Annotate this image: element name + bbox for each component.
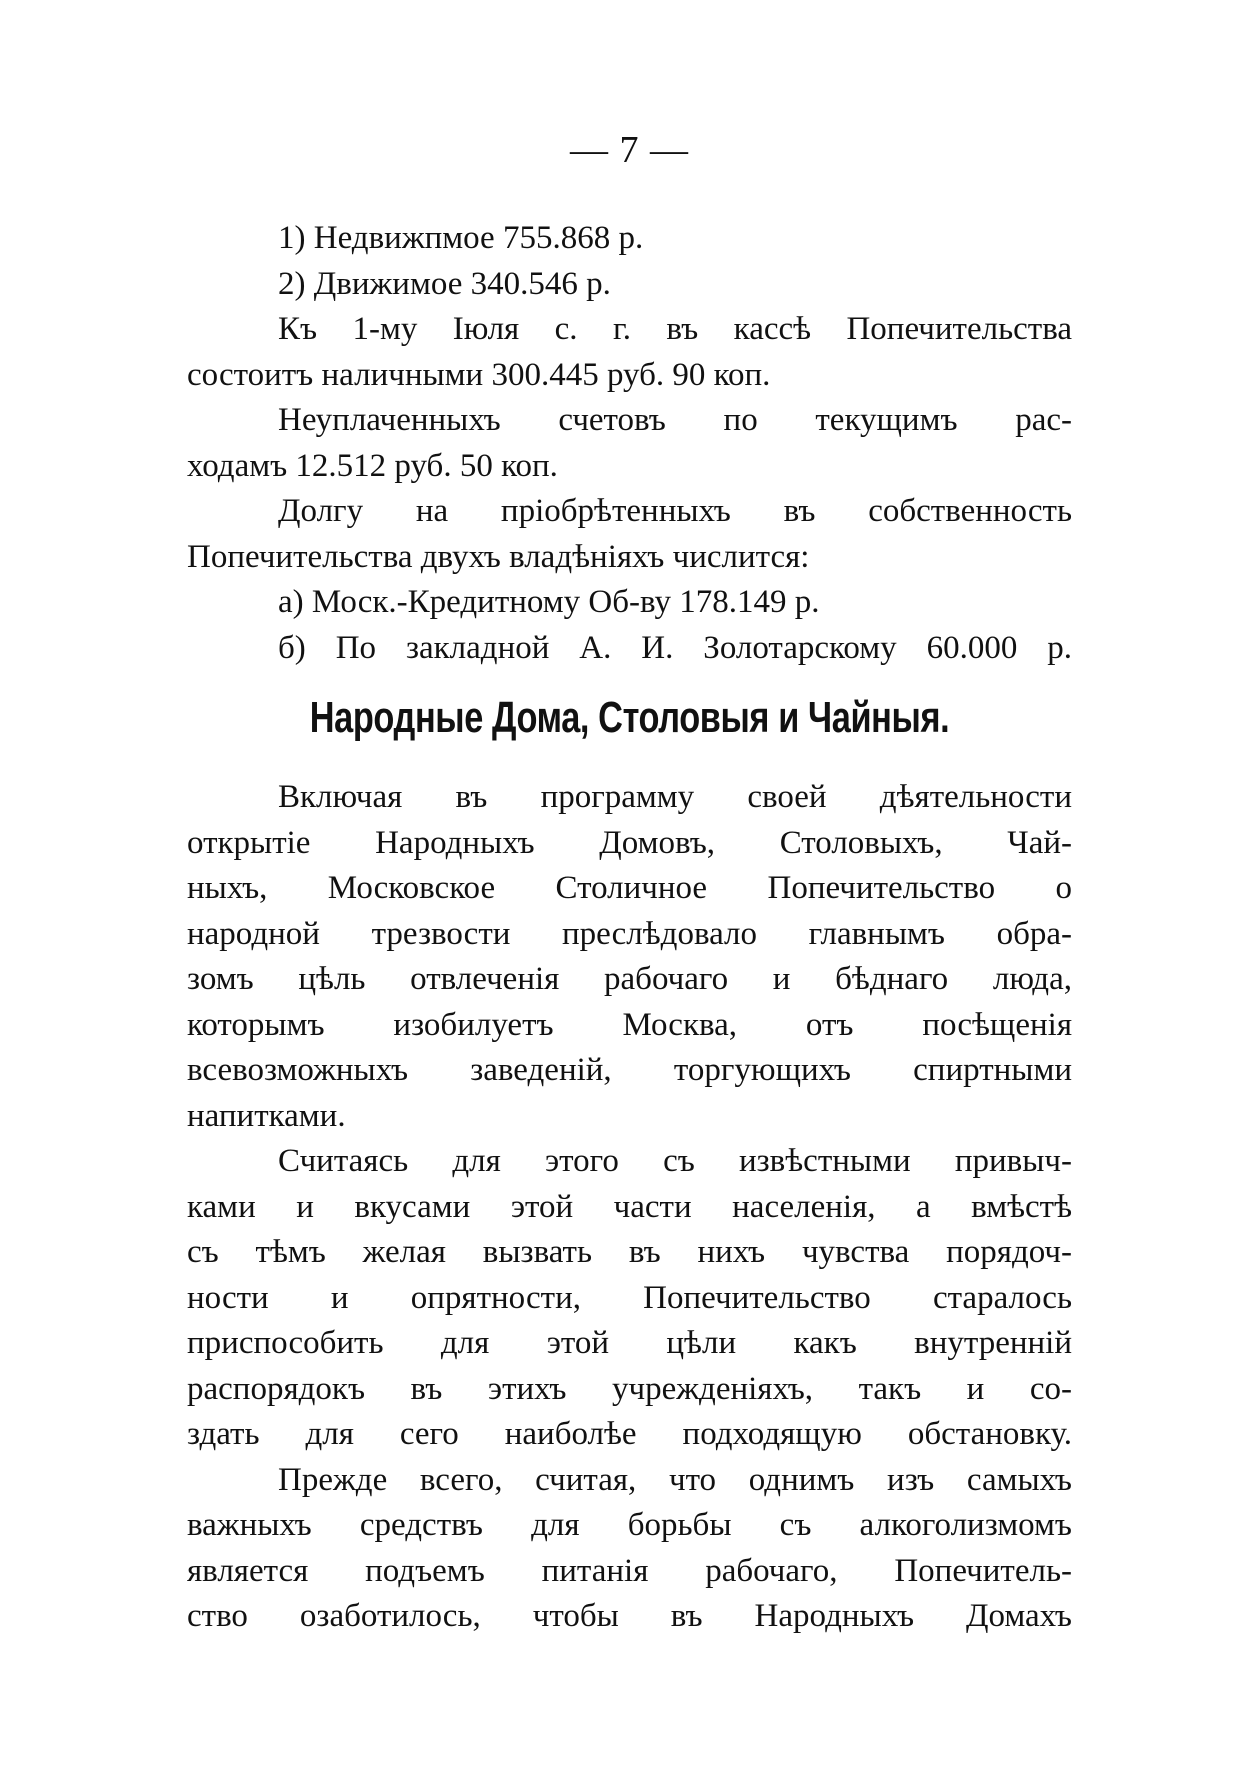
text-line: зомъ цѣль отвлеченія рабочаго и бѣднаго люда, — [187, 961, 1072, 997]
financial-summary — [187, 216, 1072, 671]
text-line: Считаясь для этого съ извѣстными привыч- — [278, 1143, 1072, 1179]
text-line: важныхъ средствъ для борьбы съ алкоголизмомъ — [187, 1507, 1072, 1543]
text-line: Включая въ программу своей дѣятельности — [278, 779, 1072, 815]
text-line: 1) Недвижпмое 755.868 р. — [278, 220, 644, 256]
text-line: Неуплаченныхъ счетовъ по текущимъ рас- — [278, 402, 1072, 438]
text-line: а) Моск.-Кредитному Об-ву 178.149 р. — [278, 584, 820, 620]
text-line: открытіе Народныхъ Домовъ, Столовыхъ, Чай- — [187, 824, 1072, 861]
text-line: приспособить для этой цѣли какъ внутренній — [187, 1325, 1072, 1361]
text-line: является подъемъ питанія рабочаго, Попечитель- — [187, 1552, 1072, 1589]
page-number: — 7 — — [570, 129, 689, 171]
section-body — [187, 775, 1072, 1640]
text-line: напитками. — [187, 1097, 346, 1134]
text-line: народной трезвости преслѣдовало главнымъ обра- — [187, 915, 1072, 952]
text-line: б) По закладной А. И. Золотарскому 60.000 р. — [278, 629, 1072, 666]
text-line: ство озаботилось, чтобы въ Народныхъ Домахъ — [187, 1598, 1072, 1634]
text-line: ныхъ, Московское Столичное Попечительство о — [187, 870, 1072, 906]
text-line: всевозможныхъ заведеній, торгующихъ спиртными — [187, 1052, 1072, 1088]
text-line: Къ 1-му Іюля с. г. въ кассѣ Попечительства — [278, 311, 1072, 347]
text-line: здать для сего наиболѣе подходящую обстановку. — [187, 1416, 1072, 1452]
text-line: ками и вкусами этой части населенія, а вмѣстѣ — [187, 1188, 1072, 1225]
section-heading: Народные Дома, Столовыя и Чайныя. — [309, 693, 950, 742]
text-line: состоитъ наличными 300.445 руб. 90 коп. — [187, 356, 771, 393]
text-line: распорядокъ въ этихъ учрежденіяхъ, такъ и со- — [187, 1370, 1072, 1407]
text-line: Прежде всего, считая, что однимъ изъ самыхъ — [278, 1461, 1072, 1498]
text-line: Долгу на пріобрѣтенныхъ въ собственность — [278, 493, 1072, 529]
text-line: Попечительства двухъ владѣніяхъ числится: — [187, 538, 810, 575]
text-line: которымъ изобилуетъ Москва, отъ посѣщенія — [187, 1006, 1072, 1043]
text-line: ности и опрятности, Попечительство старалось — [187, 1279, 1072, 1316]
text-line: 2) Движимое 340.546 р. — [278, 265, 611, 302]
text-line: ходамъ 12.512 руб. 50 коп. — [187, 447, 558, 484]
text-line: съ тѣмъ желая вызвать въ нихъ чувства порядоч- — [187, 1234, 1072, 1270]
